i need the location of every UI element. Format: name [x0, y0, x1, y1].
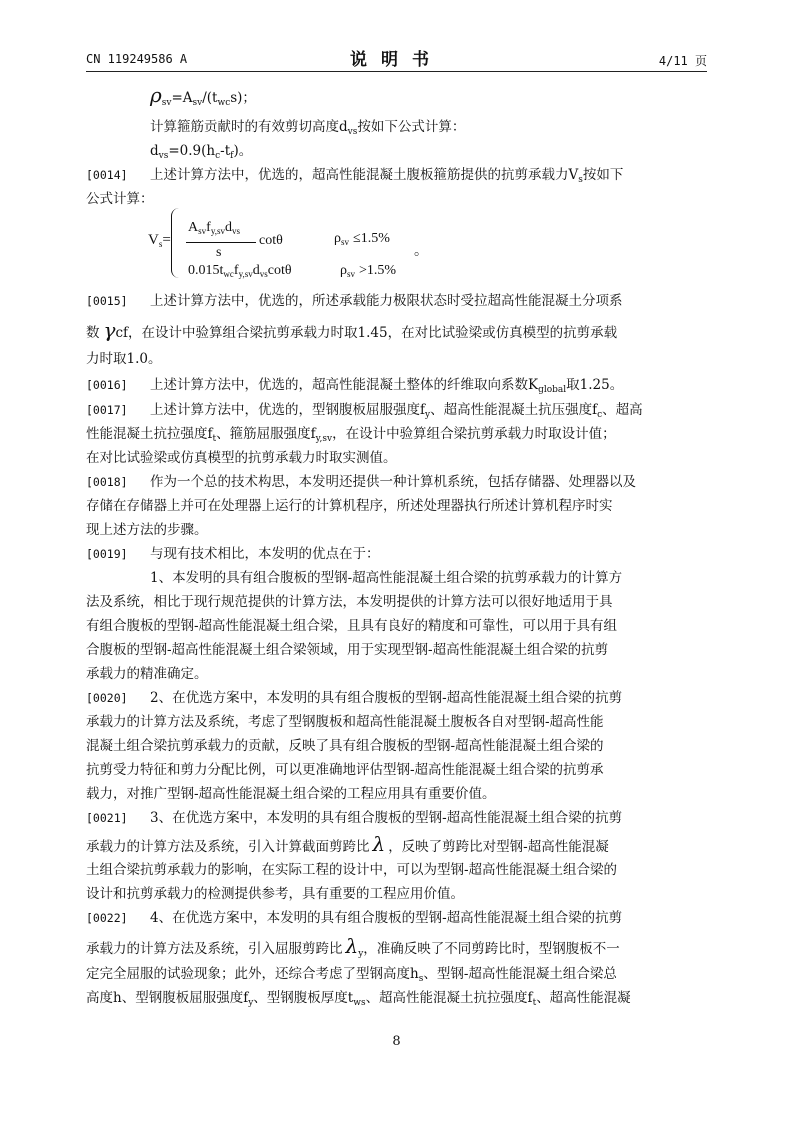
equation-rho-sv: $\rho_{sv}=A_{sv}/(t_{wc}s)$； — [150, 83, 256, 108]
para-0020-line5: 载力，对推广型钢-超高性能混凝土组合梁的工程应用具有重要价值。 — [86, 786, 496, 802]
para-0018-line2: 存储在存储器上并可在处理器上运行的计算机程序，所述处理器执行所述计算机程序时实 — [86, 498, 613, 514]
para-0021-line2: 承载力的计算方法及系统，引入计算截面剪跨比 λ ，反映了剪跨比对型钢-超高性能混凝 — [86, 832, 609, 856]
para-0019-line0: [0019] 与现有技术相比，本发明的优点在于： — [86, 546, 380, 562]
formula-cond-1: $\rho_{sv} \le 1.5\%$ — [334, 231, 390, 247]
para-0017-line3: 在对比试验梁或仿真模型的抗剪承载力时取实测值。 — [86, 450, 397, 466]
para-0020-line1: [0020] 2、在优选方案中，本发明的具有组合腹板的型钢-超高性能混凝土组合梁的抗剪 — [86, 690, 623, 706]
formula-period: 。 — [414, 244, 428, 259]
dvs-intro: 计算箍筋贡献时的有效剪切高度$d_{vs}$按如下公式计算： — [150, 119, 466, 137]
formula-numerator: $A_{sv}f_{y,sv}d_{vs}$ — [188, 220, 240, 236]
header-rule — [86, 71, 707, 72]
doc-id: CN 119249586 A — [86, 52, 188, 66]
para-0014-line2: 公式计算： — [86, 191, 154, 207]
para-0021-line1: [0021] 3、在优选方案中，本发明的具有组合腹板的型钢-超高性能混凝土组合梁的抗剪 — [86, 810, 623, 826]
formula-lhs: $V_s=$ — [148, 232, 171, 249]
para-0019-line2: 法及系统，相比于现行规范提供的计算方法，本发明提供的计算方法可以很好地适用于具 — [86, 594, 613, 610]
fraction-line — [186, 242, 256, 243]
para-0020-line3: 混凝土组合梁抗剪承载力的贡献，反映了具有组合腹板的型钢-超高性能混凝土组合梁的 — [86, 738, 604, 754]
para-0018-line3: 现上述方法的步骤。 — [86, 522, 208, 538]
formula-denominator: s — [216, 245, 222, 260]
formula-cond-2: $\rho_{sv} >1.5\%$ — [340, 263, 397, 279]
page-indicator: 4/11 页 — [658, 54, 707, 68]
para-0019-line3: 有组合腹板的型钢-超高性能混凝土组合梁，且具有良好的精度和可靠性，可以用于具有组 — [86, 618, 618, 634]
equation-dvs: $d_{vs}=0.9(h_c-t_f)$。 — [150, 143, 253, 161]
para-0020-line2: 承载力的计算方法及系统，考虑了型钢腹板和超高性能混凝土腹板各自对型钢-超高性能 — [86, 714, 604, 730]
page-title: 说明书 — [350, 50, 443, 70]
para-0019-line4: 合腹板的型钢-超高性能混凝土组合梁领域，用于实现型钢-超高性能混凝土组合梁的抗剪 — [86, 642, 609, 658]
para-0022-line3: 定完全屈服的试验现象；此外，还综合考虑了型钢高度$h_s$、型钢-超高性能混凝土组合梁总 — [86, 966, 617, 984]
para-0014-line1: [0014] 上述计算方法中，优选的，超高性能混凝土腹板箍筋提供的抗剪承载力$V_s$按如下 — [86, 167, 624, 185]
para-0020-line4: 抗剪受力特征和剪力分配比例，可以更准确地评估型钢-超高性能混凝土组合梁的抗剪承 — [86, 762, 604, 778]
para-0016: [0016] 上述计算方法中，优选的，超高性能混凝土整体的纤维取向系数$K_{global}$取1.25。 — [86, 377, 624, 395]
para-0021-line4: 设计和抗剪承载力的检测提供参考，具有重要的工程应用价值。 — [86, 886, 464, 902]
para-0021-line3: 土组合梁抗剪承载力的影响，在实际工程的设计中，可以为型钢-超高性能混凝土组合梁的 — [86, 862, 618, 878]
para-0019-line1: 1、本发明的具有组合腹板的型钢-超高性能混凝土组合梁的抗剪承载力的计算方 — [150, 570, 623, 586]
para-0019-line5: 承载力的精准确定。 — [86, 666, 208, 682]
formula-brace — [171, 208, 182, 278]
formula-cot-1: cotθ — [259, 233, 283, 248]
para-0015-line2: 数 γcf，在设计中验算组合梁抗剪承载力时取1.45，在对比试验梁或仿真模型的抗剪承载 — [86, 318, 618, 342]
para-0022-line4: 高度h、型钢腹板屈服强度$f_y$、型钢腹板厚度$t_{ws}$、超高性能混凝土抗拉强度$f_t$、超高性能混凝 — [86, 990, 631, 1008]
para-0017-line1: [0017] 上述计算方法中，优选的，型钢腹板屈服强度$f_y$、超高性能混凝土抗压强度$f_c$、超高 — [86, 402, 643, 420]
para-0022-line2: 承载力的计算方法及系统，引入屈服剪跨比 $\lambda_y$，准确反映了不同剪跨比时，型钢腹板不一 — [86, 934, 620, 959]
page-number: 8 — [392, 1034, 401, 1049]
formula-case-2: $0.015t_{wc}f_{y,sv}d_{vs}\cot\theta$ — [188, 263, 292, 279]
para-0018-line1: [0018] 作为一个总的技术构思，本发明还提供一种计算机系统，包括存储器、处理器以及 — [86, 474, 636, 490]
para-0015-line1: [0015] 上述计算方法中，优选的，所述承载能力极限状态时受拉超高性能混凝土分项系 — [86, 293, 623, 309]
para-0015-line3: 力时取1.0。 — [86, 351, 162, 367]
para-0017-line2: 性能混凝土抗拉强度$f_t$、箍筋屈服强度$f_{y,sv}$，在设计中验算组合梁抗剪承载力时取设计值； — [86, 426, 616, 444]
para-0022-line1: [0022] 4、在优选方案中，本发明的具有组合腹板的型钢-超高性能混凝土组合梁的抗剪 — [86, 910, 623, 926]
